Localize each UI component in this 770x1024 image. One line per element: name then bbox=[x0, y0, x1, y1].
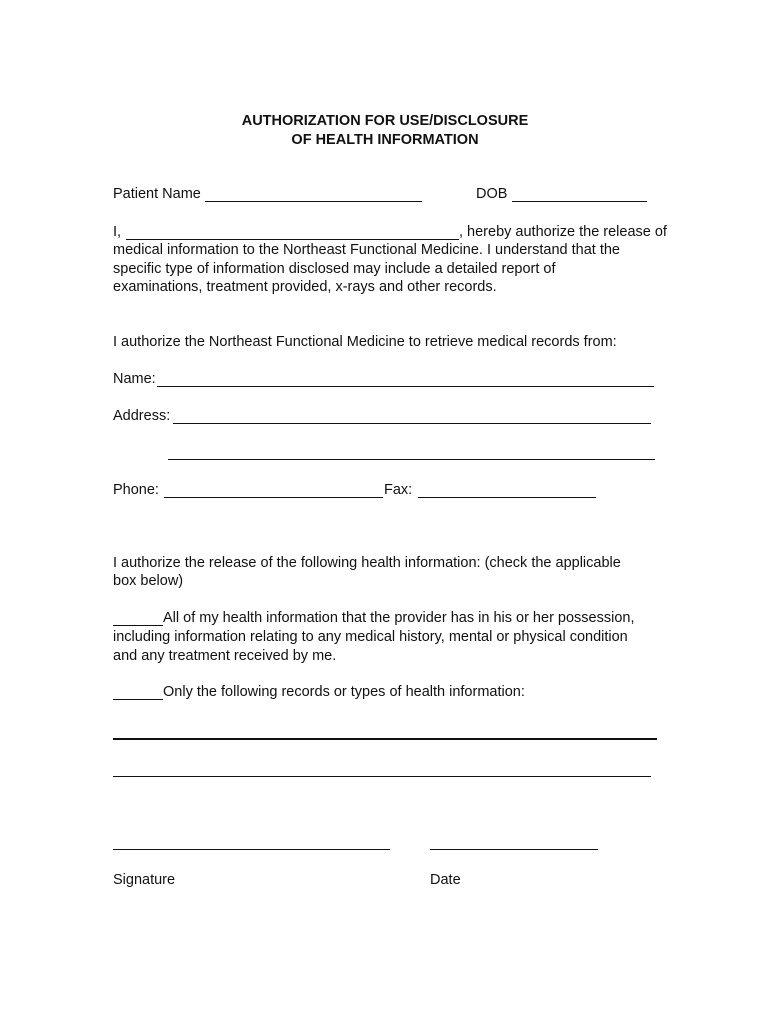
release-statement-line-2: box below) bbox=[113, 573, 184, 589]
provider-address-field[interactable] bbox=[173, 423, 651, 424]
authorize-line-4: examinations, treatment provided, x-rays and other records. bbox=[113, 279, 497, 295]
authorize-line-1-suffix: , hereby authorize the release of bbox=[459, 224, 667, 240]
authorize-line-3: specific type of information disclosed may include a detailed report of bbox=[113, 261, 556, 277]
records-field-line-1[interactable] bbox=[113, 738, 657, 740]
date-field[interactable] bbox=[430, 849, 598, 850]
provider-fax-field[interactable] bbox=[418, 497, 596, 498]
authorize-line-2: medical information to the Northeast Functional Medicine. I understand that the bbox=[113, 242, 620, 258]
option-all-line-1: All of my health information that the provider has in his or her possession, bbox=[163, 610, 635, 626]
form-title-line-1: AUTHORIZATION FOR USE/DISCLOSURE bbox=[241, 113, 529, 129]
option-all-line-2: including information relating to any medical history, mental or physical condition bbox=[113, 629, 628, 645]
option-all-checkbox-blank[interactable] bbox=[113, 625, 163, 626]
provider-name-field[interactable] bbox=[157, 386, 654, 387]
provider-fax-label: Fax: bbox=[384, 482, 413, 498]
patient-name-field[interactable] bbox=[205, 201, 422, 202]
option-only-label: Only the following records or types of health information: bbox=[163, 684, 525, 700]
provider-address-field-line-2[interactable] bbox=[168, 459, 655, 460]
authorizer-name-field[interactable] bbox=[126, 239, 459, 240]
provider-phone-label: Phone: bbox=[113, 482, 159, 498]
dob-label: DOB bbox=[476, 186, 508, 202]
authorize-prefix: I, bbox=[113, 224, 122, 240]
date-label: Date bbox=[430, 872, 461, 888]
signature-label: Signature bbox=[113, 872, 176, 888]
release-statement-line-1: I authorize the release of the following health information: (check the applicable bbox=[113, 555, 621, 571]
records-field-line-2[interactable] bbox=[113, 776, 651, 777]
dob-field[interactable] bbox=[512, 201, 647, 202]
provider-phone-field[interactable] bbox=[164, 497, 383, 498]
patient-name-label: Patient Name bbox=[113, 186, 201, 202]
provider-name-label: Name: bbox=[113, 371, 156, 387]
option-all-line-3: and any treatment received by me. bbox=[113, 648, 337, 664]
signature-field[interactable] bbox=[113, 849, 390, 850]
provider-address-label: Address: bbox=[113, 408, 171, 424]
option-only-checkbox-blank[interactable] bbox=[113, 699, 163, 700]
retrieve-statement: I authorize the Northeast Functional Medicine to retrieve medical records from: bbox=[113, 334, 617, 350]
form-title-line-2: OF HEALTH INFORMATION bbox=[291, 132, 479, 148]
